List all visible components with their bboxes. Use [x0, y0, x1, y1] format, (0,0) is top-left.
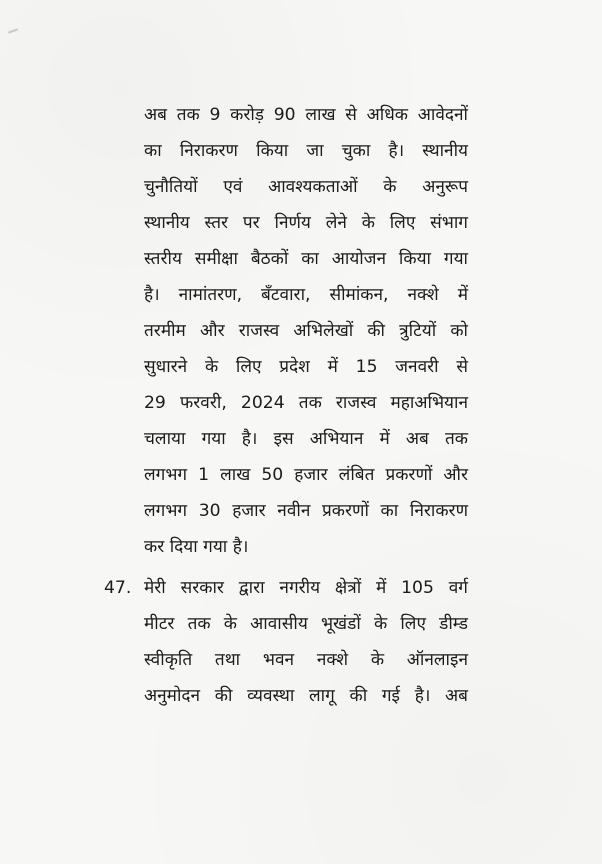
text-line: सुधारने के लिए प्रदेश में 15 जनवरी से: [144, 357, 468, 377]
text-line: स्तरीय समीक्षा बैठकों का आयोजन किया गया: [144, 249, 468, 269]
text-line: चलाया गया है। इस अभियान में अब तक: [144, 429, 468, 449]
text-line: कर दिया गया है।: [144, 537, 249, 557]
paragraph-47: [144, 570, 468, 714]
text-line: 29 फरवरी, 2024 तक राजस्व महाअभियान: [144, 393, 468, 413]
paragraph-number: 47.: [104, 578, 132, 598]
text-line: मीटर तक के आवासीय भूखंडों के लिए डीम्ड: [144, 614, 468, 634]
scan-mark: [8, 28, 18, 33]
text-line: चुनौतियों एवं आवश्यकताओं के अनुरूप: [144, 177, 468, 197]
text-line: लगभग 1 लाख 50 हजार लंबित प्रकरणों और: [144, 465, 468, 485]
text-line: स्वीकृति तथा भवन नक्शे के ऑनलाइन: [144, 650, 468, 670]
text-line: है। नामांतरण, बँटवारा, सीमांकन, नक्शे में: [144, 285, 468, 305]
text-line: मेरी सरकार द्वारा नगरीय क्षेत्रों में 105 वर्ग: [144, 578, 468, 598]
text-line: तरमीम और राजस्व अभिलेखों की त्रुटियों को: [144, 321, 468, 341]
paragraph-continuation: [144, 97, 468, 565]
text-line: का निराकरण किया जा चुका है। स्थानीय: [144, 141, 468, 161]
text-line: लगभग 30 हजार नवीन प्रकरणों का निराकरण: [144, 501, 468, 521]
text-line: अब तक 9 करोड़ 90 लाख से अधिक आवेदनों: [144, 105, 468, 125]
text-line: अनुमोदन की व्यवस्था लागू की गई है। अब: [144, 686, 468, 706]
text-line: स्थानीय स्तर पर निर्णय लेने के लिए संभाग: [144, 213, 468, 233]
